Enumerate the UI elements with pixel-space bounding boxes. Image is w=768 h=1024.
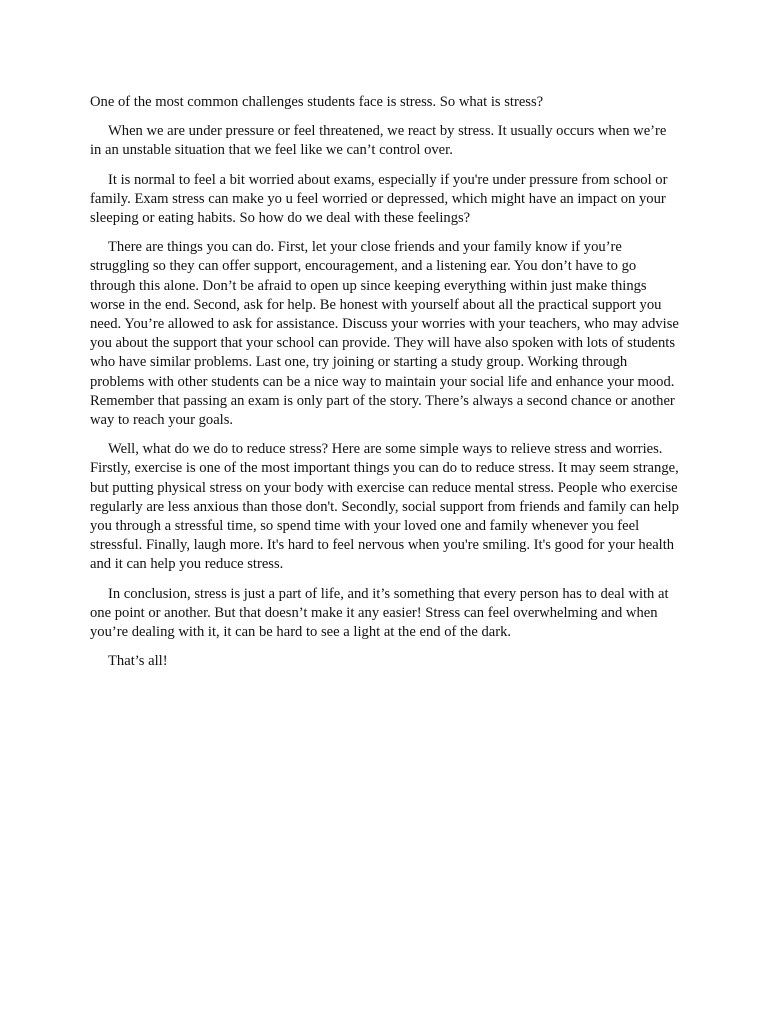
reduce-stress-paragraph: Well, what do we do to reduce stress? Here are some simple ways to relieve stress and worries. Firstly, exercise is one of the most important things you can do to reduce stress. It may seem strange, but putting physical stress on your body with exercise can reduce mental stress. People who exercise regularly are less anxious than those don't. Secondly, social support from friends and family can help you through a stressful time, so spend time with your loved one and family whenever you feel stressful. Finally, laugh more. It's hard to feel nervous when you're smiling. It's good for your health and it can help you reduce stress. — [90, 441, 679, 573]
definition-paragraph: When we are under pressure or feel threatened, we react by stress. It usually occurs when we’re in an unstable situation that we feel like we can’t control over. — [90, 123, 667, 159]
document-page — [90, 93, 680, 681]
closing-paragraph: That’s all! — [108, 653, 168, 670]
coping-paragraph: There are things you can do. First, let your close friends and your family know if you’re struggling so they can offer support, encouragement, and a listening ear. You don’t have to go through this alone. Don’t be afraid to open up since keeping everything within just make things worse in the end. Second, ask for help. Be honest with yourself about all the practical support you need. You’re allowed to ask for assistance. Discuss your worries with your teachers, who may advise you about the support that your school can provide. They will have also spoken with lots of students who have similar problems. Last one, try joining or starting a study group. Working through problems with other students can be a nice way to maintain your social life and enhance your mood. Remember that passing an exam is only part of the story. There’s always a second chance or another way to reach your goals. — [90, 239, 679, 429]
exam-stress-paragraph: It is normal to feel a bit worried about exams, especially if you're under pressure from school or family. Exam stress can make yo u feel worried or depressed, which might have an impact on your sleeping or eating habits. So how do we deal with these feelings? — [90, 171, 668, 227]
conclusion-paragraph: In conclusion, stress is just a part of life, and it’s something that every person has to deal with at one point or another. But that doesn’t make it any easier! Stress can feel overwhelming and when you’re dealing with it, it can be hard to see a light at the end of the dark. — [90, 585, 669, 641]
intro-paragraph: One of the most common challenges students face is stress. So what is stress? — [90, 94, 544, 110]
